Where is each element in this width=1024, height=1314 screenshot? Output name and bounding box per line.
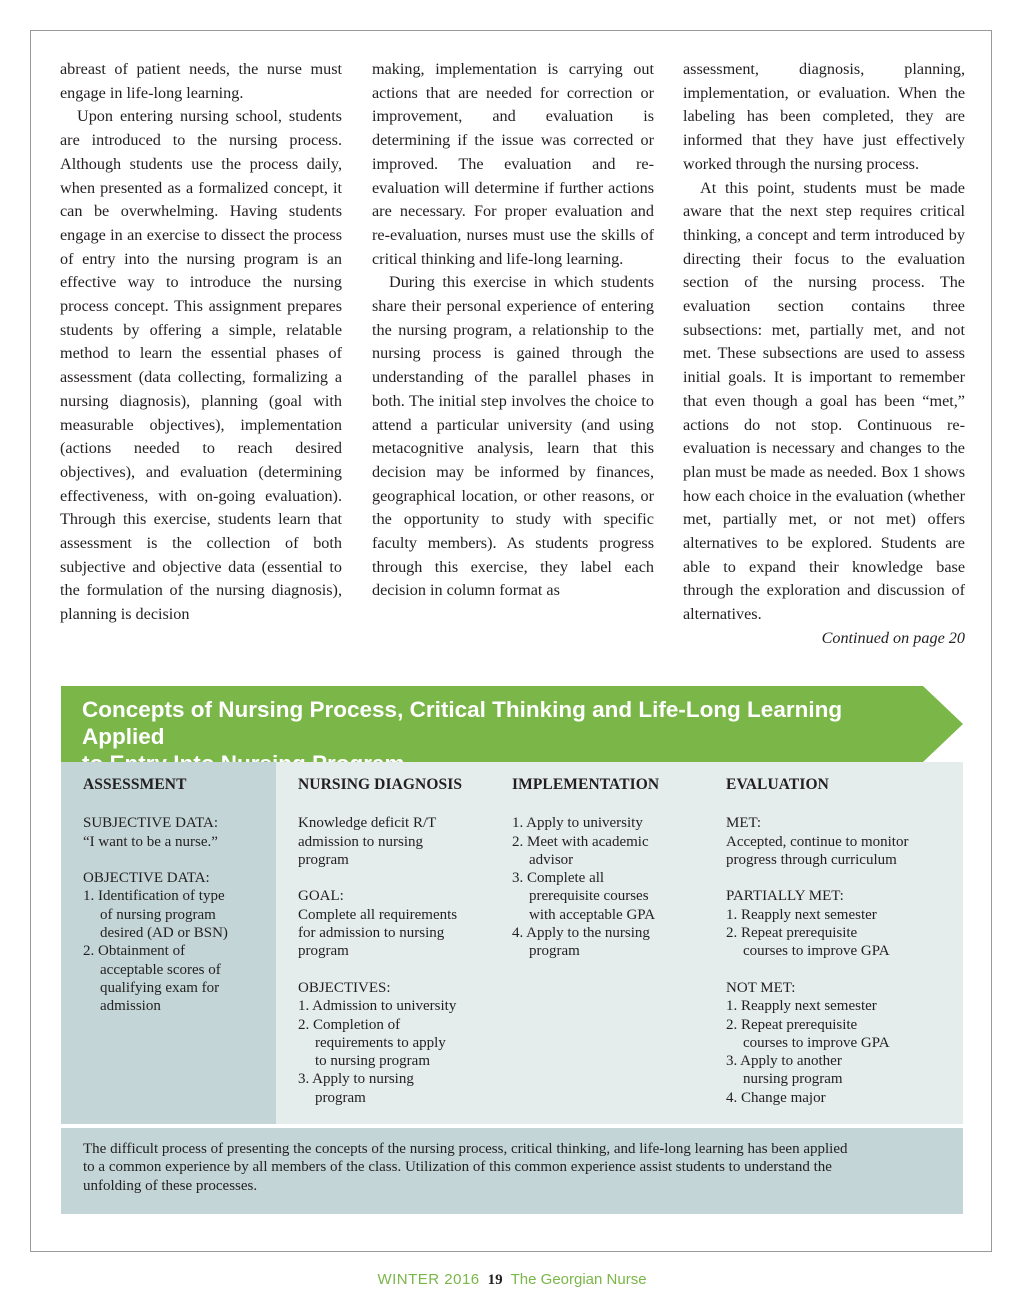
column-header: ASSESSMENT — [83, 776, 187, 793]
column-header: IMPLEMENTATION — [512, 776, 660, 793]
column-header: NURSING DIAGNOSIS — [298, 776, 463, 793]
article-column-2 — [372, 58, 654, 603]
article-column-1 — [60, 58, 342, 627]
paragraph: making, implementation is carrying out actions that are needed for correction or improvement, and evaluation is determining if the issue was corrected or improved. The evaluation and re-evaluation will determine if further actions are necessary. For proper evaluation and re-evaluation, nurses must use the skills of critical thinking and life-long learning. — [372, 60, 654, 268]
paragraph: abreast of patient needs, the nurse must engage in life-long learning. — [60, 60, 342, 102]
continued-note: Continued on page 20 — [821, 628, 965, 647]
box-summary: The difficult process of presenting the concepts of the nursing process, critical thinking, and life-long learning has been applied to a common experience by all members of the class. Utilization of this common experience assist students to understand the unfolding of these processes. — [61, 1128, 963, 1214]
issue-season: WINTER 2016 — [377, 1271, 480, 1288]
evaluation-column: EVALUATION MET: Accepted, continue to monitor progress through curriculum PARTIALLY MET: 1. Reapply next semester 2. Repeat prerequisite courses to improve GPA NOT MET: 1. Reapply next semester 2. Repeat prerequisite courses to improve GPA 3. Apply to another nursing program 4. Change major — [704, 762, 963, 1124]
page-footer — [0, 1271, 1024, 1289]
article-column-3 — [683, 58, 965, 651]
paragraph: Upon entering nursing school, students are introduced to the nursing process. Although students use the process daily, when presented as a formalized concept, it can be overwhelming. Having students engage in an exercise to dissect the process of entry into the nursing program is an effective way to introduce the nursing process concept. This assignment prepares students by offering a simple, relatable method to learn the essential phases of assessment (data collecting, formalizing a nursing diagnosis), planning (goal with measurable objectives), implementation (actions needed to reach desired objectives), and evaluation (determining effectiveness, with on-going evaluation). Through this exercise, students learn that assessment is the collection of both subjective and objective data (essential to the formulation of the nursing diagnosis), planning is decision — [60, 107, 342, 624]
paragraph: During this exercise in which students share their personal experience of entering the nursing program, a relationship to the nursing process is gained through the understanding of the parallel phases in both. The initial step involves the choice to attend a particular university (and using metacognitive analysis, learn that this decision may be informed by finances, geographical location, or other reasons, or the opportunity to study with specific faculty members). As students progress through this exercise, they label each decision in column format as — [372, 273, 654, 600]
nursing-diagnosis-column: NURSING DIAGNOSIS Knowledge deficit R/T admission to nursing program GOAL: Complete all requirements for admission to nursing program OBJECTIVES: 1. Admission to university 2. Completion of requirements to apply to nursing program 3. Apply to nursing program — [276, 762, 490, 1124]
implementation-column: IMPLEMENTATION 1. Apply to university 2. Meet with academic advisor 3. Complete all prerequisite courses with acceptable GPA 4. Apply to the nursing program — [490, 762, 704, 1124]
magazine-name: The Georgian Nurse — [510, 1271, 647, 1288]
paragraph: At this point, students must be made aware that the next step requires critical thinking, a concept and term introduced by directing their focus to the evaluation section of the nursing process. The evaluation section contains three subsections: met, partially met, and not met. These subsections are used to assess initial goals. It is important to remember that even though a goal has been “met,” actions do not stop. Continuous re-evaluation is necessary and changes to the plan must be made as needed. Box 1 shows how each choice in the evaluation (whether met, partially met, or not met) offers alternatives to be explored. Students are able to expand their knowledge base through the exploration and discussion of alternatives. — [683, 178, 965, 624]
page-number: 19 — [487, 1272, 503, 1288]
assessment-column: ASSESSMENT SUBJECTIVE DATA: “I want to be a nurse.” OBJECTIVE DATA: 1. Identification of type of nursing program desired (AD or BSN) 2. Obtainment of acceptable scores of qualifying exam for admission — [61, 762, 276, 1124]
paragraph: assessment, diagnosis, planning, implementation, or evaluation. When the labeling has been completed, they are informed that they have just effectively worked through the nursing process. — [683, 60, 965, 173]
column-header: EVALUATION — [726, 776, 829, 793]
box-title: Concepts of Nursing Process, Critical Thinking and Life-Long Learning Applied — [82, 697, 843, 749]
